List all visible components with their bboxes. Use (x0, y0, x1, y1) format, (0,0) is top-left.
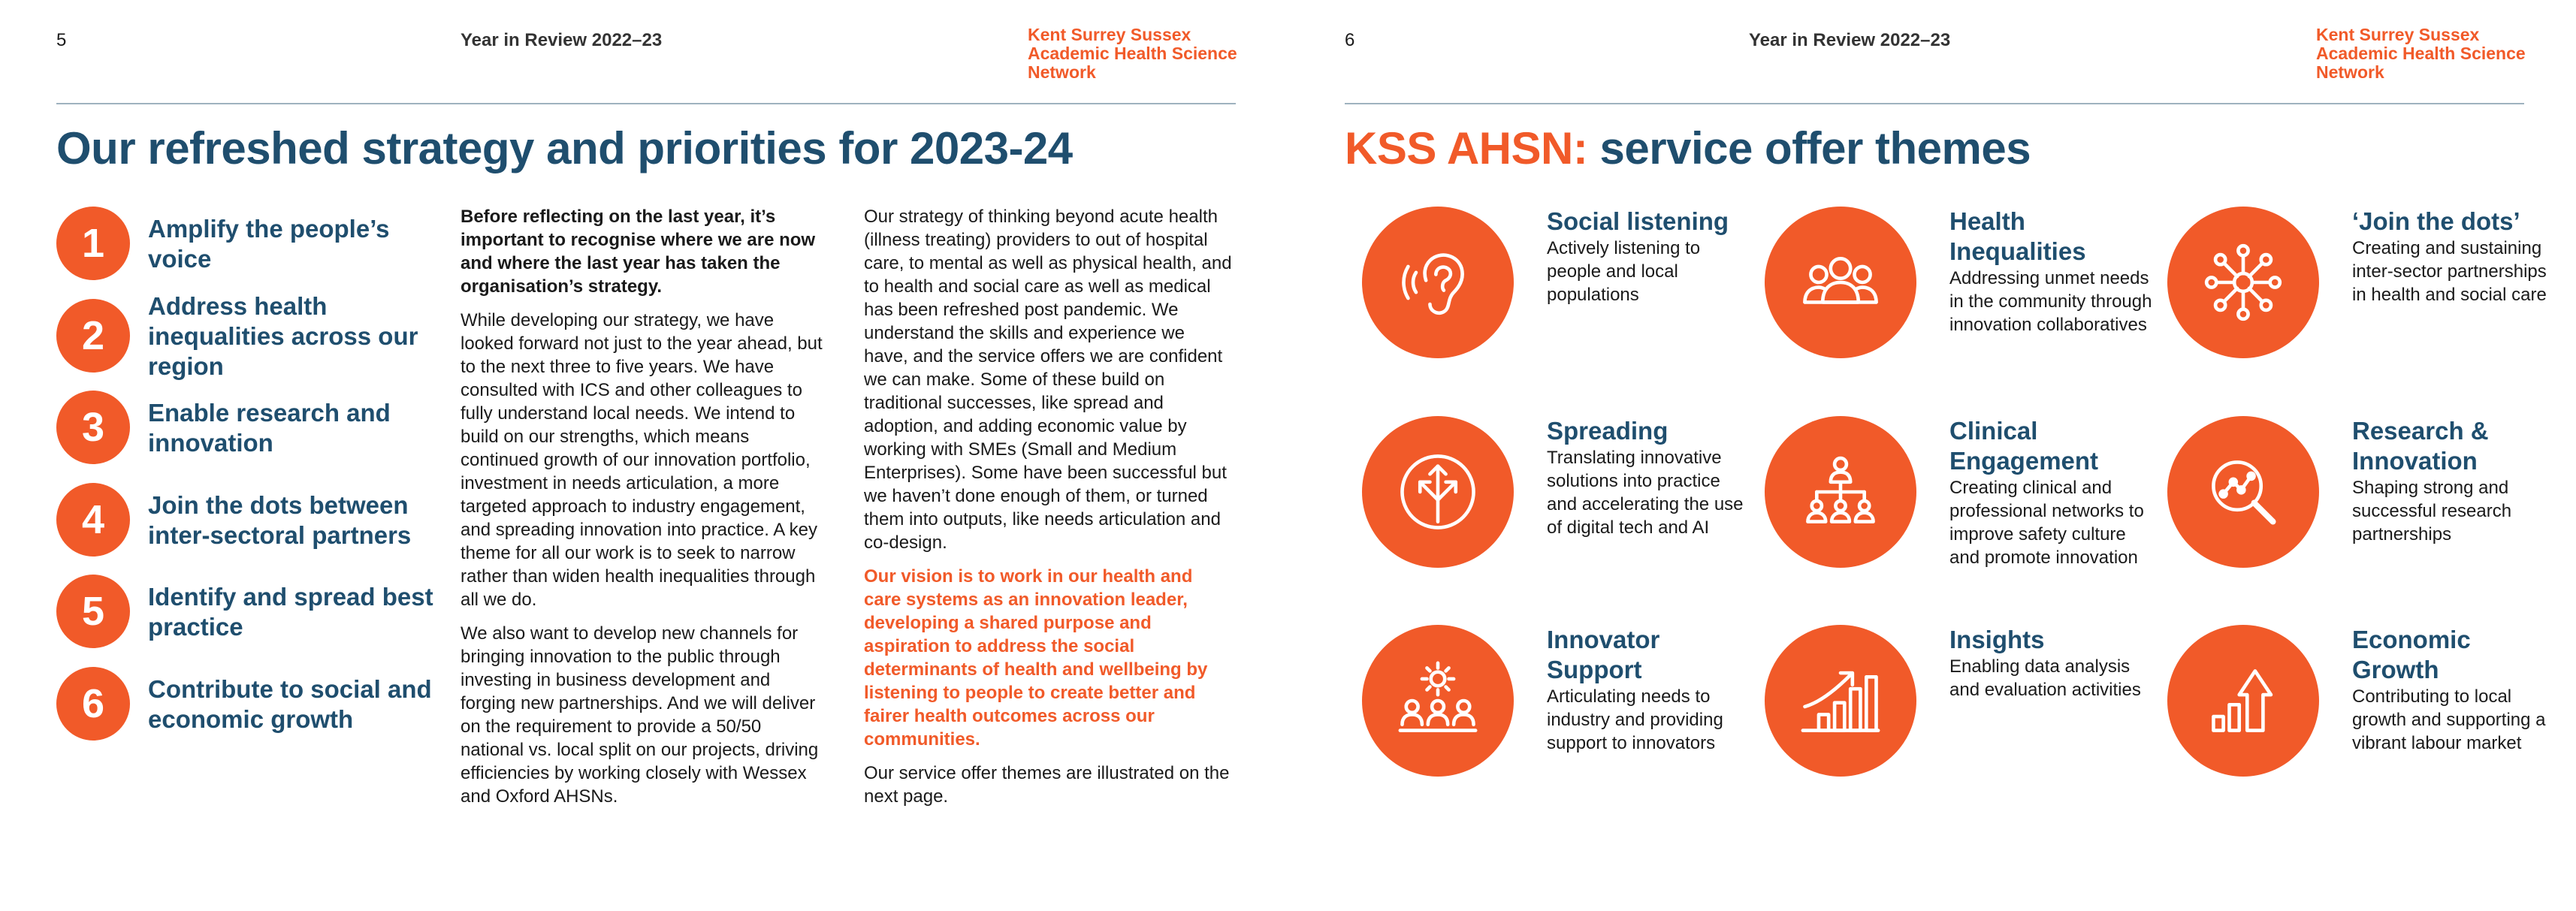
priority-item (56, 292, 432, 380)
running-head: Year in Review 2022–23 (1749, 30, 1951, 50)
priority-number: 3 (56, 391, 130, 464)
body-paragraph: Our service offer themes are illustrated on the next page. (864, 763, 1230, 807)
theme-title: Innovator Support (1547, 626, 1660, 683)
theme-item (1362, 416, 1753, 581)
priority-item (56, 391, 432, 466)
theme-item (2167, 416, 2558, 581)
theme-title: Economic Growth (2352, 626, 2471, 683)
theme-item (1362, 207, 1753, 372)
priority-item (56, 207, 432, 282)
intro-paragraph: Before reflecting on the last year, it’s important to recognise where we are now and where the last year has taken the organisation’s strategy. (461, 207, 816, 297)
priority-text: Contribute to social and economic growth (148, 675, 432, 733)
growth-arrow-icon (2167, 625, 2319, 777)
theme-title: ‘Join the dots’ (2352, 207, 2520, 235)
priority-number: 4 (56, 483, 130, 557)
theme-description: Addressing unmet needs in the community through innovation collaboratives (1949, 268, 2152, 335)
theme-title: Health Inequalities (1949, 207, 2086, 265)
priority-number: 2 (56, 299, 130, 373)
body-column-2 (864, 205, 1234, 819)
title-rest: service offer themes (1587, 123, 2031, 173)
org-name-line: Network (1028, 62, 1096, 82)
theme-description: Shaping strong and successful research partnerships (2352, 478, 2512, 544)
theme-title: Research & Innovation (2352, 417, 2489, 475)
org-name-line: Academic Health Science (1028, 44, 1237, 63)
body-paragraph: Our strategy of thinking beyond acute health (illness treating) providers to out of hospital care, to mental as well as physical health, and to health and social care as well as medical has been refreshed post pandemic. We understand the skills and experience we have, and the service offers we are confident we can make. Some of these build on traditional successes, like spread and adoption, and adding economic value by working with SMEs (Small and Medium Enterprises). Some have been successful but we haven’t done enough of them, or turned them into outputs, like needs articulation and co-design. (864, 207, 1232, 553)
priority-item (56, 575, 432, 650)
theme-item (2167, 625, 2558, 790)
theme-card (2352, 207, 2555, 306)
priority-number: 1 (56, 207, 130, 280)
org-name (2316, 26, 2526, 82)
page-title (1345, 122, 2031, 174)
magnifier-chart-icon (2167, 416, 2319, 568)
org-name (1028, 26, 1237, 82)
theme-item (1765, 416, 2155, 581)
theme-description: Articulating needs to industry and providing support to innovators (1547, 686, 1723, 753)
theme-title: Social listening (1547, 207, 1729, 235)
theme-description: Contributing to local growth and supporting a vibrant labour market (2352, 686, 2546, 753)
org-name-line: Network (2316, 62, 2384, 82)
theme-description: Creating clinical and professional networks to improve safety culture and promote innovation (1949, 478, 2144, 568)
gear-people-icon (1362, 625, 1514, 777)
org-name-line: Academic Health Science (2316, 44, 2526, 63)
title-accent: KSS AHSN: (1345, 123, 1588, 173)
theme-card (1547, 416, 1750, 539)
running-head: Year in Review 2022–23 (461, 30, 663, 50)
priority-item (56, 667, 432, 742)
org-name-line: Kent Surrey Sussex (2316, 25, 2480, 44)
priority-text: Amplify the people’s voice (148, 215, 390, 273)
vision-statement: Our vision is to work in our health and care systems as an innovation leader, developing a shared purpose and aspiration to address the social determinants of health and wellbeing by listening to people to create better and fairer health outcomes across our communities. (864, 566, 1208, 750)
priority-text: Join the dots between inter-sectoral partners (148, 491, 412, 549)
ear-icon (1362, 207, 1514, 358)
theme-card (2352, 625, 2555, 755)
body-paragraph: We also want to develop new channels for bringing innovation to the public through investing in business development and forging new partnerships. And we will deliver on the requirement to provide a 50/50 national vs. local split on our projects, driving efficiencies by working closely with Wessex and Oxford AHSNs. (461, 623, 819, 807)
header-divider (1345, 103, 2524, 104)
theme-description: Enabling data analysis and evaluation activities (1949, 656, 2141, 700)
header-divider (56, 103, 1236, 104)
page-title: Our refreshed strategy and priorities for 2023-24 (56, 123, 1073, 173)
body-column-1 (461, 205, 825, 819)
org-name-line: Kent Surrey Sussex (1028, 25, 1191, 44)
network-nodes-icon (2167, 207, 2319, 358)
theme-card (1949, 625, 2152, 701)
spreading-arrows-icon (1362, 416, 1514, 568)
priority-text: Enable research and innovation (148, 399, 391, 457)
people-group-icon (1765, 207, 1916, 358)
theme-card (1949, 207, 2152, 336)
theme-description: Creating and sustaining inter-sector partnerships in health and social care (2352, 238, 2547, 305)
theme-item (1765, 625, 2155, 790)
page-number: 6 (1345, 30, 1355, 50)
theme-title: Insights (1949, 626, 2045, 653)
theme-card (1547, 207, 1750, 306)
theme-card (2352, 416, 2555, 546)
org-network-icon (1765, 416, 1916, 568)
priority-number: 5 (56, 575, 130, 648)
theme-card (1949, 416, 2152, 569)
priority-number: 6 (56, 667, 130, 741)
theme-item (1765, 207, 2155, 372)
theme-item (2167, 207, 2558, 372)
priority-text: Address health inequalities across our region (148, 292, 418, 380)
rising-bars-icon (1765, 625, 1916, 777)
theme-item (1362, 625, 1753, 790)
priority-text: Identify and spread best practice (148, 583, 433, 641)
body-paragraph: While developing our strategy, we have looked forward not just to the year ahead, but to the next three to five years. We have consulted with ICS and other colleagues to fully understand local needs. We intend to build on our strengths, which means continued growth of our innovation portfolio, investment in needs articulation, a more targeted approach to industry engagement, and spreading innovation into practice. A key theme for all our work is to seek to narrow rather than widen health inequalities through all we do. (461, 310, 823, 610)
theme-card (1547, 625, 1750, 755)
theme-title: Spreading (1547, 417, 1669, 445)
theme-title: Clinical Engagement (1949, 417, 2099, 475)
theme-description: Actively listening to people and local populations (1547, 238, 1701, 305)
page-number: 5 (56, 30, 67, 50)
theme-description: Translating innovative solutions into practice and accelerating the use of digital tech and AI (1547, 448, 1744, 538)
priority-item (56, 483, 432, 558)
